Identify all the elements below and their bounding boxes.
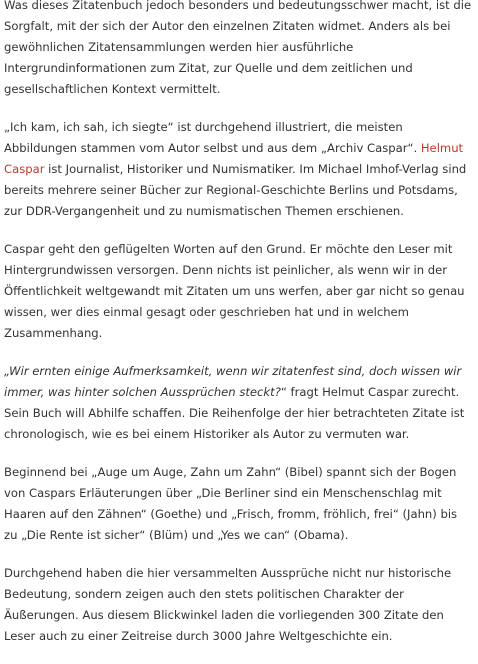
article-body bbox=[4, 0, 474, 664]
italic-quote: „Wir ernten einige Aufmerksamkeit, wenn wir zitatenfest sind, doch wissen wir immer, was hinter solchen Aussprüchen steckt? bbox=[4, 364, 462, 399]
paragraph-zitatenfest-rest: “ fragt Helmut Caspar zurecht. Sein Buch will Abhilfe schaffen. Die Reihenfolge der hier betrachteten Zitate ist chronologisch, wie es bei einem Historiker als Autor zu vermuten war. bbox=[4, 385, 465, 441]
paragraph-illustration bbox=[4, 117, 474, 222]
paragraph-illustration-text-b: ist Journalist, Historiker und Numismatiker. Im Michael Imhof-Verlag sind bereits mehrere seiner Bücher zur Regional-Geschichte Berlins und Potsdams, zur DDR-Vergangenheit und zu numismatischen Themen erschienen. bbox=[4, 162, 467, 218]
paragraph-sorgfalt: Was dieses Zitatenbuch jedoch besonders und bedeutungsschwer macht, ist die Sorgfalt, mit der sich der Autor den einzelnen Zitaten widmet. Anders als bei gewöhnlichen Zitatensammlungen werden hier ausführliche Intergrundinformationen zum Zitat, zur Quelle und dem zeitlichen und gesellschaftlichen Kontext vermittelt. bbox=[4, 0, 472, 96]
paragraph-zitatenfest bbox=[4, 361, 474, 445]
author-link[interactable]: Helmut Caspar bbox=[4, 141, 464, 176]
paragraph-weltgeschichte: Durchgehend haben die hier versammelten Aussprüche nicht nur historische Bedeutung, sondern zeigen auch den stets politischen Charakter der Äußerungen. Aus diesem Blickwinkel laden die vorliegenden 300 Zitate den Leser auch zu einer Zeitreise durch 3000 Jahre Weltgeschichte ein. bbox=[4, 566, 452, 643]
paragraph-illustration-text-a: „Ich kam, ich sah, ich siegte“ ist durchgehend illustriert, die meisten Abbildungen stammen vom Autor selbst und aus dem „Archiv Caspar“. bbox=[4, 120, 421, 155]
paragraph-beispiele: Beginnend bei „Auge um Auge, Zahn um Zahn“ (Bibel) spannt sich der Bogen von Caspars Erläuterungen über „Die Berliner sind ein Menschenschlag mit Haaren auf den Zähnen“ (Goethe) und „Frisch, fromm, fröhlich, frei“ (Jahn) bis zu „Die Rente ist sicher“ (Blüm) und „Yes we can“ (Obama). bbox=[4, 465, 458, 542]
paragraph-hintergrund: Caspar geht den geflügelten Worten auf den Grund. Er möchte den Leser mit Hintergrundwissen versorgen. Denn nichts ist peinlicher, als wenn wir in der Öffentlichkeit weltgewandt mit Zitaten um uns werfen, aber gar nicht so genau wissen, wer dies einmal gesagt oder geschrieben hat und in welchem Zusammenhang. bbox=[4, 242, 465, 340]
